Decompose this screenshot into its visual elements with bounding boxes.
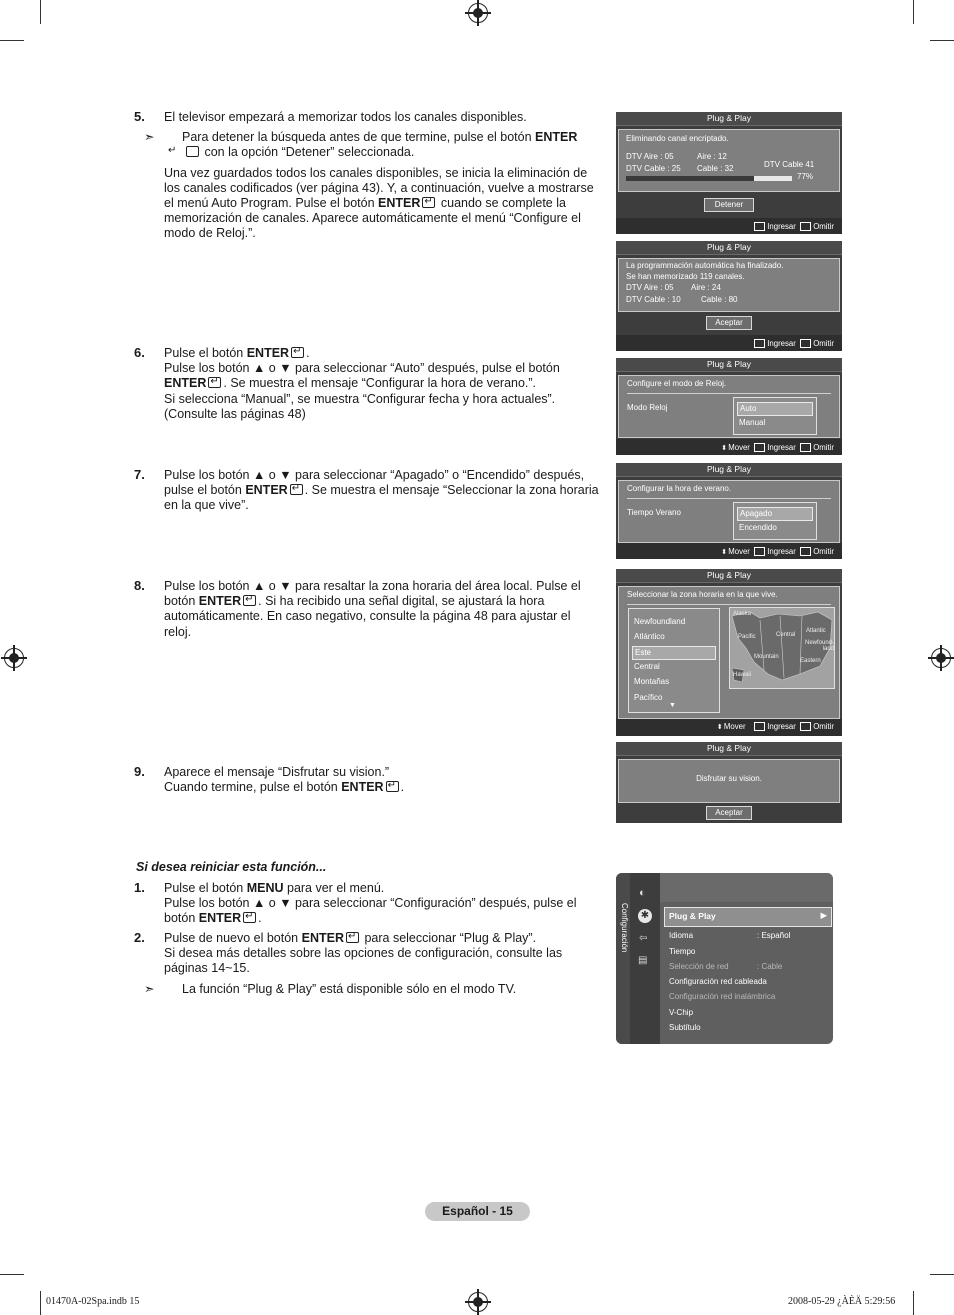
move-hint: Mover [728, 443, 750, 452]
osd-message: Eliminando canal encriptado. [626, 134, 729, 143]
enter-icon [754, 222, 765, 231]
reset-heading: Si desea reiniciar esta función... [136, 860, 327, 874]
menu-header [660, 873, 833, 902]
input-icon[interactable]: ⇦ [639, 933, 648, 944]
dtv-air-count: DTV Aire : 05 [626, 152, 674, 161]
step-7-text [164, 468, 600, 514]
zone-option[interactable]: Pacífico [634, 693, 663, 702]
enter-hint: Ingresar [767, 222, 796, 231]
divider [627, 498, 831, 499]
map-label-eastern: Eastern [800, 658, 821, 664]
menu-item-wired-network[interactable]: Configuración red cableada [669, 977, 767, 986]
chevron-right-icon: ▶ [820, 910, 827, 920]
daylight-saving-label: Tiempo Verano [627, 508, 681, 517]
skip-hint: Omitir [813, 443, 834, 452]
clock-mode-label: Modo Reloj [627, 403, 668, 412]
text: Pulse de nuevo el botón [164, 931, 302, 945]
osd-clock-mode [616, 358, 842, 455]
enter-icon [346, 932, 359, 943]
crop-mark [930, 40, 954, 41]
enter-label: ENTER [341, 780, 384, 795]
skip-hint: Omitir [813, 339, 834, 348]
print-slug-right: 2008-05-29 ¿ÀÈÄ 5:29:56 [788, 1296, 896, 1307]
osd-plug-and-play-done [616, 241, 842, 351]
menu-item-network-selection-value: : Cable [757, 962, 783, 971]
enter-label: ENTER [164, 376, 207, 391]
accept-button[interactable]: Aceptar [706, 316, 752, 330]
registration-mark-icon [4, 648, 24, 668]
exit-icon [800, 443, 811, 452]
enter-icon [243, 912, 256, 923]
scroll-down-icon[interactable]: ▼ [669, 702, 676, 709]
enter-hint: Ingresar [767, 443, 796, 452]
crop-mark [0, 1274, 24, 1275]
osd-content-box [618, 375, 840, 438]
step-9-line [164, 780, 600, 795]
enter-label: ENTER [198, 911, 242, 926]
reset-line: Si desea más detalles sobre las opciones de configuración, consulte las páginas 14~15. [164, 946, 563, 976]
crop-mark [40, 1291, 41, 1315]
crop-mark [913, 0, 914, 24]
cable-count: Cable : 80 [701, 295, 738, 304]
registration-mark-icon [468, 3, 488, 23]
menu-item-label: Plug & Play [669, 911, 716, 921]
osd-time-zone [616, 569, 842, 736]
map-label-pacific: Pacific [738, 634, 756, 640]
enter-label: ENTER [246, 346, 290, 360]
enter-icon [754, 443, 765, 452]
osd-footer-hints [754, 339, 834, 348]
stop-button[interactable]: Detener [704, 198, 754, 212]
text: Pulse los botón ▲ o ▼ para seleccionar “Configuración” después, pulse el botón [164, 896, 577, 926]
enter-icon [208, 377, 221, 388]
zone-option-selected[interactable]: Este [632, 646, 716, 660]
osd-content-box [618, 586, 840, 719]
step-number: 8. [134, 578, 145, 593]
step-number: 2. [134, 930, 145, 945]
text: . [258, 911, 262, 926]
enter-label: ENTER [301, 931, 344, 945]
map-label-atlantic: Atlantic [806, 628, 826, 634]
exit-icon [800, 222, 811, 231]
menu-label: MENU [246, 881, 284, 895]
air-count: Aire : 12 [697, 152, 727, 161]
osd-plug-and-play-scan [616, 112, 842, 234]
osd-title: Plug & Play [616, 742, 842, 756]
step-9-text [164, 765, 600, 795]
divider [627, 604, 831, 605]
osd-footer-hints [721, 443, 834, 452]
note-arrow-icon: ➣ [144, 981, 155, 996]
picture-icon[interactable]: ◐ [639, 887, 646, 899]
scan-progress-bar [626, 176, 792, 181]
gear-icon[interactable]: ✱ [638, 909, 652, 923]
step-9-line: Aparece el mensaje “Disfrutar su vision.” [164, 765, 390, 779]
osd-footer-hints [717, 722, 834, 731]
note-text: con la opción “Detener” seleccionada. [201, 145, 415, 160]
dtv-cable-current: DTV Cable 41 [764, 160, 815, 169]
skip-hint: Omitir [813, 222, 834, 231]
enter-icon [386, 781, 399, 792]
option-auto[interactable]: Auto [737, 402, 813, 416]
zone-option[interactable]: Central [634, 662, 660, 671]
enter-hint: Ingresar [767, 722, 796, 731]
crop-mark [930, 1274, 954, 1275]
crop-mark [913, 1291, 914, 1315]
dtv-cable-count: DTV Cable : 10 [626, 295, 681, 304]
osd-footer-hints [754, 222, 834, 231]
osd-content-box [618, 759, 840, 803]
accept-button[interactable]: Aceptar [706, 806, 752, 820]
crop-mark [40, 0, 41, 24]
osd-heading: Configure el modo de Reloj. [627, 379, 727, 388]
enter-icon [754, 547, 765, 556]
page-number: Español - 15 [425, 1202, 530, 1221]
text: Pulse los botón ▲ o ▼ para resaltar la zona horaria del área local. Pulse el botón [164, 579, 581, 609]
osd-title: Plug & Play [616, 241, 842, 255]
text: Pulse el botón [164, 346, 247, 360]
step-5-text [144, 110, 600, 242]
step-8-line [164, 579, 600, 640]
time-zone-map [729, 607, 835, 689]
paragraph-text: Una vez guardados todos los canales disponibles, se inicia la eliminación de los canales codificados (ver página 43). Y, a continuación, vuelve a mostrarse el menú Auto Program. Pulse el botón [164, 165, 594, 211]
crop-mark [0, 40, 24, 41]
text: Pulse el botón [164, 881, 247, 895]
menu-item-subtitle[interactable]: Subtítulo [669, 1023, 701, 1032]
reset-line [164, 881, 600, 896]
osd-title: Plug & Play [616, 112, 842, 126]
map-label-alaska: Alaska [733, 611, 752, 617]
osd-content-box [618, 129, 840, 192]
text: Pulse los botón ▲ o ▼ para seleccionar “Apagado” o “Encendido” después, pulse el botón [164, 468, 585, 498]
enter-label: ENTER [245, 483, 288, 498]
menu-item-time[interactable]: Tiempo [669, 947, 696, 956]
clock-mode-dropdown[interactable] [733, 397, 817, 435]
skip-hint: Omitir [813, 547, 834, 556]
note-text: La función “Plug & Play” está disponible sólo en el modo TV. [182, 981, 517, 996]
text: . [400, 780, 405, 795]
reset-step-2-text [144, 931, 600, 997]
text: Pulse los botón ▲ o ▼ para seleccionar “Auto” después, pulse el botón [164, 361, 560, 376]
step-number: 6. [134, 345, 145, 360]
text: . Si ha recibido una señal digital, se ajustará la hora automáticamente. En caso negativo, consulte la página 48 para ajustar el reloj. [164, 594, 571, 639]
step-7-line [164, 468, 600, 514]
menu-item-language[interactable]: Idioma [669, 931, 694, 940]
text: para seleccionar “Plug & Play”. [360, 931, 537, 945]
step-6-text [164, 346, 600, 422]
exit-icon [800, 339, 811, 348]
map-label-mountain: Mountain [754, 654, 779, 660]
osd-message: Disfrutar su vision. [696, 774, 762, 783]
cable-count: Cable : 32 [697, 164, 734, 173]
step-5-paragraph [164, 166, 600, 242]
osd-content-box [618, 480, 840, 543]
enter-hint: Ingresar [767, 339, 796, 348]
text: Cuando termine, pulse el botón [164, 780, 342, 795]
note-arrow-icon: ➣ [144, 130, 155, 145]
osd-footer-hints [721, 547, 834, 556]
enter-icon [754, 722, 765, 731]
zone-option[interactable]: Montañas [634, 677, 670, 686]
option-manual[interactable]: Manual [739, 418, 766, 427]
up-down-icon: ⬍ [721, 548, 728, 556]
osd-daylight-saving [616, 463, 842, 559]
reset-note [144, 981, 600, 997]
enter-label: ENTER [378, 196, 421, 211]
menu-side-label: Configuración [620, 903, 629, 953]
move-hint: Mover [728, 547, 750, 556]
time-zone-list[interactable] [628, 608, 720, 713]
enter-icon [754, 339, 765, 348]
reset-line [164, 931, 600, 946]
osd-heading: Seleccionar la zona horaria en la que vive. [627, 590, 778, 599]
reset-line [164, 896, 600, 926]
skip-hint: Omitir [813, 722, 834, 731]
step-5-line: El televisor empezará a memorizar todos los canales disponibles. [164, 110, 527, 124]
menu-item-wireless-network: Configuración red inalámbrica [669, 992, 776, 1001]
enter-icon [243, 595, 256, 606]
menu-item-language-value: : Español [757, 931, 791, 940]
map-label-hawaii: Hawaii [733, 672, 752, 678]
step-number: 9. [134, 764, 145, 779]
registration-mark-icon [468, 1292, 488, 1312]
text: . [306, 346, 310, 360]
enter-icon [290, 484, 303, 495]
step-number: 5. [134, 109, 145, 124]
text: para ver el menú. [283, 881, 385, 895]
zone-option[interactable]: Newfoundland [634, 617, 686, 626]
registration-mark-icon [931, 648, 951, 668]
text: . Se muestra el mensaje “Configurar la hora de verano.”. [223, 376, 537, 391]
paragraph-text: cuando se complete la memorización de canales. Aparece automáticamente el menú “Configure el modo de Reloj.”. [164, 196, 581, 241]
reset-step-1-text [164, 881, 600, 927]
zone-option[interactable]: Atlántico [634, 632, 665, 641]
enter-label: ENTER [535, 130, 578, 145]
step-6-line [164, 361, 600, 391]
up-down-icon: ⬍ [716, 723, 723, 731]
daylight-saving-dropdown[interactable] [733, 502, 817, 540]
osd-content-box [618, 258, 840, 312]
enter-icon [422, 197, 435, 208]
application-icon[interactable]: ▤ [638, 955, 648, 966]
note-text: Para detener la búsqueda antes de que termine, pulse el botón [182, 130, 536, 145]
menu-item-plug-and-play[interactable] [664, 907, 832, 927]
osd-message: Se han memorizado 119 canales. [626, 272, 745, 281]
scan-progress-fill [626, 176, 754, 181]
exit-icon [800, 547, 811, 556]
air-count: Aire : 24 [691, 283, 721, 292]
move-hint: Mover [723, 722, 746, 731]
step-number: 7. [134, 467, 145, 482]
map-label-newfoundland: Newfound- land [804, 640, 834, 652]
dtv-cable-count: DTV Cable : 25 [626, 164, 681, 173]
menu-item-network-selection: Selección de red [669, 962, 729, 971]
menu-item-vchip[interactable]: V-Chip [669, 1008, 694, 1017]
osd-title: Plug & Play [616, 358, 842, 372]
step-6-line [164, 346, 600, 361]
enter-icon [291, 347, 304, 358]
enter-hint: Ingresar [767, 547, 796, 556]
setup-menu [616, 873, 833, 1044]
osd-enjoy [616, 742, 842, 823]
exit-icon [800, 722, 811, 731]
step-5-note [144, 130, 600, 160]
step-6-line: Si selecciona “Manual”, se muestra “Configurar fecha y hora actuales”. (Consulte las páginas 48) [164, 391, 556, 421]
option-off[interactable]: Apagado [737, 507, 813, 521]
step-number: 1. [134, 880, 145, 895]
dtv-air-count: DTV Aire : 05 [626, 283, 674, 292]
menu-icon-column [630, 873, 660, 1044]
text: . Se muestra el mensaje “Seleccionar la zona horaria en la que vive”. [164, 483, 599, 513]
option-on[interactable]: Encendido [739, 523, 777, 532]
enter-icon [186, 146, 199, 157]
osd-message: La programmación automática ha finalizado. [626, 261, 784, 270]
map-label-central: Central [776, 632, 796, 638]
osd-heading: Configurar la hora de verano. [627, 484, 732, 493]
step-8-text [164, 579, 600, 640]
osd-title: Plug & Play [616, 569, 842, 583]
scan-percent: 77% [797, 172, 814, 181]
up-down-icon: ⬍ [721, 444, 728, 452]
osd-title: Plug & Play [616, 463, 842, 477]
divider [627, 393, 831, 394]
print-slug-left: 01470A-02Spa.indb 15 [46, 1296, 140, 1307]
enter-label: ENTER [198, 594, 242, 609]
